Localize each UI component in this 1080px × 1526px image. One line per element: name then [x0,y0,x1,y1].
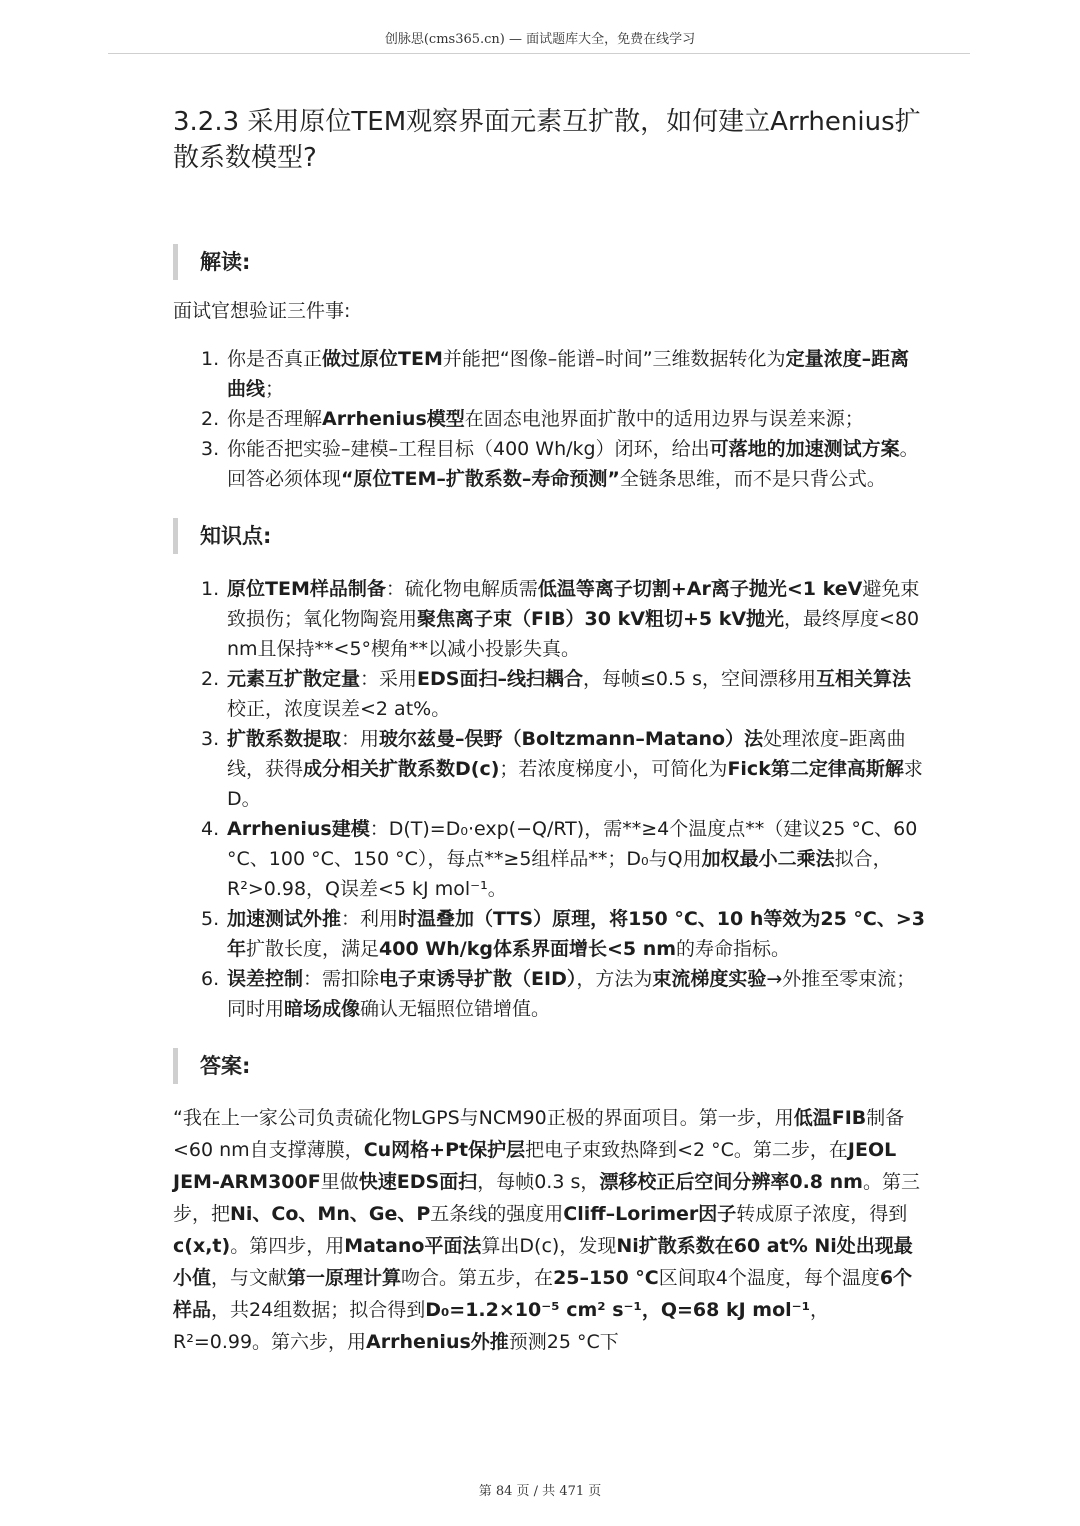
bold-text: 加速测试外推 [227,908,342,930]
text-run: 。 [899,438,919,460]
bold-text: Arrhenius模型 [322,408,465,430]
text-run: ；若浓度梯度小，可简化为 [499,758,728,780]
bold-text: 漂移校正后空间分辨率0.8 nm [599,1171,863,1193]
bold-text: Arrhenius外推 [366,1331,509,1353]
text-run: 避免束致损伤；氧化物陶瓷用 [227,578,920,630]
text-run: 确认无辐照位错增值。 [360,998,551,1020]
text-run: 并能把“图像–能谱–时间”三维数据转化为 [442,348,786,370]
bold-text: Cu网格+Pt保护层 [363,1139,526,1161]
text-run: 的寿命指标。 [676,938,791,960]
list-item [173,574,925,664]
list-number: 6. [201,968,220,990]
text-run: 校正，浓度误差<2 at%。 [227,698,451,720]
bold-text: Ni、Co、Mn、Ge、P [230,1203,431,1225]
list-number: 2. [201,668,220,690]
list-item [173,434,925,464]
knowledge-list [173,574,925,1024]
text-run: 把电子束致热降到<2 °C。第二步，在 [525,1139,848,1161]
bold-text: 6个样品 [173,1267,913,1321]
text-run: ：D(T)=D₀·exp(−Q/RT)，需**≥4个温度点**（建议25 °C、60 °C、100 °C、150 °C），每点**≥5组样品**；D₀与Q用 [227,818,918,870]
text-run: ，与文献 [211,1267,288,1289]
list-item [173,904,925,964]
header-divider [108,53,970,54]
bold-text: 时温叠加（TTS）原理，将150 °C、10 h等效为25 °C、>3年 [227,908,926,960]
bold-text: 低温FIB [793,1107,867,1129]
text-run: 。第三步，把 [173,1171,920,1225]
text-run: ：利用 [341,908,399,930]
text-run: 你能否把实验–建模–工程目标（400 Wh/kg）闭环，给出 [227,438,710,460]
section-heading-interpretation: 解读: [173,244,925,280]
bold-text: D₀=1.2×10⁻⁵ cm² s⁻¹，Q=68 kJ mol⁻¹ [425,1299,811,1321]
text-run: ，每帧≤0.5 s，空间漂移用 [582,668,817,690]
text-run: 扩散长度，满足 [246,938,380,960]
text-run: →外推至零束流；同时用 [227,968,916,1020]
list-number: 1. [201,578,220,600]
list-number: 1. [201,348,220,370]
bold-text: Arrhenius建模 [227,818,370,840]
document-body [173,104,925,1377]
text-run: ，R²=0.99。第六步，用 [173,1299,830,1353]
bold-text: 扩散系数提取 [227,728,342,750]
text-run: 转成原子浓度，得到 [736,1203,908,1225]
bold-text: c(x,t) [173,1235,231,1257]
text-run: 求D。 [227,758,923,810]
list-item [173,404,925,434]
text-run: 。第四步，用 [230,1235,345,1257]
text-run: 里做 [320,1171,359,1193]
bold-text: 快速EDS面扫 [358,1171,478,1193]
interpretation-list [173,344,925,494]
bold-text: 加权最小二乘法 [701,848,835,870]
bold-text: 成分相关扩散系数D(c) [303,758,500,780]
list-item [173,664,925,724]
text-run: 五条线的强度用 [430,1203,564,1225]
bold-text: Fick第二定律高斯解 [727,758,904,780]
text-run: 区间取4个温度，每个温度 [658,1267,880,1289]
list-item [173,964,925,1024]
text-run: 吻合。第五步，在 [401,1267,554,1289]
bold-text: 暗场成像 [284,998,361,1020]
bold-text: 误差控制 [227,968,304,990]
bold-text: Matano平面法 [344,1235,482,1257]
bold-text: Cliff–Lorimer因子 [563,1203,737,1225]
bold-text: 第一原理计算 [287,1267,402,1289]
text-run: ，方法为 [576,968,653,990]
text-run: 拟合，R²>0.98，Q误差<5 kJ mol⁻¹。 [227,848,892,900]
bold-text: 束流梯度实验 [652,968,767,990]
text-run: ：硫化物电解质需 [385,578,538,600]
text-run: 你是否理解 [227,408,323,430]
answer-paragraph [173,1102,925,1358]
list-item [173,724,925,814]
bold-text: EDS面扫–线扫耦合 [417,668,583,690]
bold-text: “原位TEM–扩散系数–寿命预测” [341,468,620,490]
text-run: ：需扣除 [303,968,380,990]
text-run: 处理浓度–距离曲线，获得 [227,728,906,780]
list-number: 3. [201,438,220,460]
text-run: 你是否真正 [227,348,323,370]
bold-text: 400 Wh/kg体系界面增长<5 nm [379,938,677,960]
bold-text: Ni扩散系数在60 at% Ni处出现最小值 [173,1235,913,1289]
list-item [173,814,925,904]
text-run: “我在上一家公司负责硫化物LGPS与NCM90正极的界面项目。第一步，用 [173,1107,794,1129]
text-run: ，共24组数据；拟合得到 [211,1299,426,1321]
page-footer: 第 84 页 / 共 471 页 [478,1484,602,1499]
text-run: 在固态电池界面扩散中的适用边界与误差来源； [464,408,864,430]
text-run: ； [265,378,285,400]
bold-text: 可落地的加速测试方案 [709,438,900,460]
list-number: 4. [201,818,220,840]
list-number: 2. [201,408,220,430]
bold-text: 定量浓度–距离曲线 [227,348,910,400]
intro-text: 面试官想验证三件事: [173,300,351,322]
list-number: 5. [201,908,220,930]
bold-text: JEOL JEM-ARM300F [173,1139,897,1193]
list-number: 3. [201,728,220,750]
section-heading-knowledge: 知识点: [173,518,925,554]
text-run: ：采用 [360,668,418,690]
bold-text: 25–150 °C [553,1267,659,1289]
question-title: 3.2.3 采用原位TEM观察界面元素互扩散，如何建立Arrhenius扩散系数模型? [173,107,921,173]
bold-text: 做过原位TEM [322,348,443,370]
list-item [173,344,925,404]
bold-text: 低温等离子切割+Ar离子抛光<1 keV [537,578,863,600]
page-header: 创脉思(cms365.cn) — 面试题库大全，免费在线学习 [384,32,696,47]
text-run: 算出D(c)，发现 [481,1235,617,1257]
text-run: 全链条思维，而不是只背公式。 [619,468,886,490]
text-run: 回答必须体现 [227,468,342,490]
bold-text: 元素互扩散定量 [227,668,361,690]
bold-text: 玻尔兹曼–俣野（Boltzmann–Matano）法 [379,728,764,750]
section-heading-answer: 答案: [173,1048,925,1084]
bold-text: 原位TEM样品制备 [227,578,386,600]
text-run: ：用 [341,728,380,750]
bold-text: 电子束诱导扩散（EID） [379,968,577,990]
list-continuation [173,464,925,494]
bold-text: 互相关算法 [816,668,912,690]
text-run: ，最终厚度<80 nm且保持**<5°楔角**以减小投影失真。 [227,608,920,660]
text-run: ，每帧0.3 s， [477,1171,600,1193]
text-run: 制备<60 nm自支撑薄膜， [173,1107,905,1161]
text-run: 预测25 °C下 [508,1331,619,1353]
bold-text: 聚焦离子束（FIB）30 kV粗切+5 kV抛光 [417,608,785,630]
